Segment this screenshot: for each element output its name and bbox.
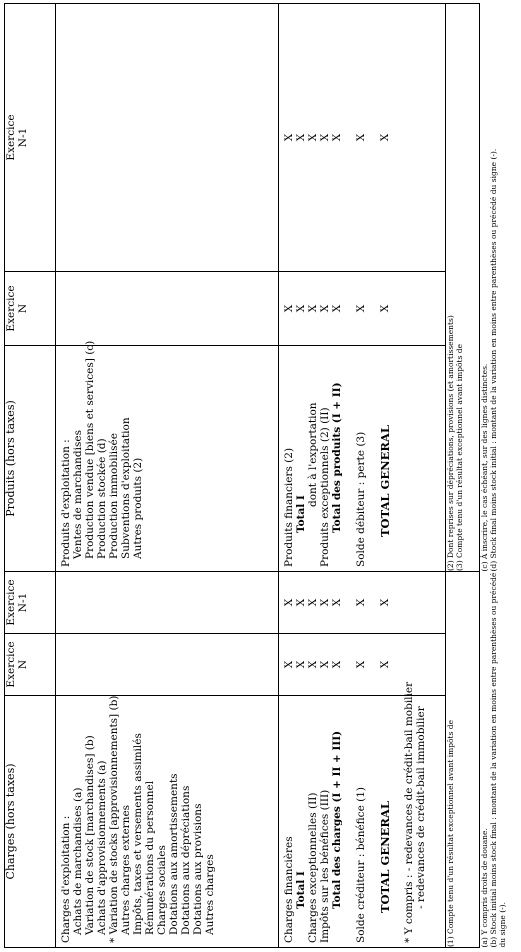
charges-totals-cell [279,681,446,948]
mark-x: X [331,304,344,313]
asterisk: * [108,937,121,943]
mark-x: X [283,598,296,607]
mark-x: X [355,133,368,142]
charges-header: Charges (hors taxes) [5,696,56,948]
charges-total-1: Total I [295,871,308,909]
mark-x: X [319,660,332,669]
totals-row [279,4,446,948]
charge-line: Autres charges [204,854,217,935]
mark-x: X [307,598,320,607]
ex-n-year: N [17,303,29,314]
produit-line: Subventions d'exploitation [120,417,133,559]
income-statement-table [4,3,517,948]
mark-x: X [283,133,296,142]
mark-x: X [295,598,308,607]
mark-x: X [355,660,368,669]
produits-exceptionnels: Produits exceptionnels (2) (II) [319,407,332,567]
mark-x: X [331,133,344,142]
ex-n1-year: N-1 [17,592,29,613]
note-b: (b) Stock initial moins stock final : montant de la variation en moins entre parenthèses ou précédé du signe (-). [488,572,507,948]
ex-n1-label: Exercice [5,114,17,161]
produits-exploitation-title: Produits d'exploitation : [60,439,73,567]
dont-exportation: dont à l'exportation [307,402,320,507]
total-des-charges: Total des charges (I + II + III) [331,730,344,909]
charge-line: Impôts, taxes et versements assimilés [132,733,145,935]
mark-x: X [307,133,320,142]
mark-x: X [379,660,392,669]
charge-line: Achats d'approvisionnements (a) [96,760,109,935]
credit-bail-immobilier: - redevances de crédit-bail immobilier [415,706,428,909]
bottom-notes-row [479,4,517,948]
charges-footnote: (1) Compte tenu d'un résultat exceptionnel avant impôts de [446,572,480,948]
produits-ex-n1-exploitation [56,4,279,272]
charge-line: Dotations aux dépréciations [180,785,193,935]
produit-line: Production stockée (d) [96,438,109,559]
charges-exceptionnelles: Charges exceptionnelles (II) [307,792,320,943]
produits-ex-n-header [5,272,56,346]
charge-line: Dotations aux provisions [192,803,205,935]
total-des-produits: Total des produits (I + II) [331,382,344,533]
credit-bail-mobilier: * Y compris : - redevances de crédit-bail mobilier [403,681,416,943]
exploitation-row [56,4,279,948]
charges-total-general: TOTAL GENERAL [378,801,393,913]
mark-x: X [355,598,368,607]
produit-line: Production immobilisée [108,433,121,559]
charges-financieres: Charges financières [283,836,296,943]
produits-total-1: Total I [295,495,308,533]
ex-n-label: Exercice [5,285,17,332]
charges-ex-n-totals [279,634,446,696]
footnote-2: (2) Dont reprises sur dépréciations, provisions (et amortissements) [446,315,456,571]
mark-x: X [355,304,368,313]
produits-ex-n-totals [279,272,446,346]
produits-ex-n1-totals [279,4,446,272]
mark-x: X [379,133,392,142]
mark-x: X [319,133,332,142]
charge-line: Variation de stocks [approvisionnements] (b) [108,695,121,935]
charge-line-star [108,695,121,943]
impots-benefices: Impôts sur les bénéfices (III) [319,789,332,943]
solde-debiteur: Solde débiteur : perte (3) [355,431,368,567]
charge-line: Rémunérations du personnel [144,780,157,935]
charges-ex-n1-totals [279,572,446,634]
solde-crediteur: Solde créditeur : bénéfice (1) [355,787,368,943]
footnote-3: (3) Compte tenu d'un résultat exceptionnel avant impôts de [455,343,465,571]
mark-x: X [379,304,392,313]
note-a: (a) Y compris droits de douane. [479,828,489,948]
charges-ex-n1-header [5,572,56,634]
produits-ex-n1-header [5,4,56,272]
produit-line: Production vendue [biens et services] (c) [84,340,97,559]
produits-totals-cell [279,346,446,572]
charges-exploitation-cell [56,696,279,948]
produit-line: Ventes de marchandises [72,430,85,559]
produit-line: Autres produits (2) [132,457,145,559]
ex-n1-label: Exercice [5,579,17,626]
mark-x: X [295,133,308,142]
mark-x: X [331,598,344,607]
bottom-notes-left [479,572,517,948]
produits-header: Produits (hors taxes) [5,346,56,572]
mark-x: X [307,304,320,313]
mark-x: X [307,660,320,669]
ex-n-label: Exercice [5,641,17,688]
mark-x: X [295,660,308,669]
mark-x: X [295,304,308,313]
note-c: (c) À inscrire, le cas échéant, sur des lignes distinctes. [479,363,489,572]
charge-line: Autres charges externes [120,804,133,935]
charge-line: Achats de marchandises (a) [72,787,85,935]
charge-line: Charges sociales [156,845,169,935]
footnote-row [446,4,480,948]
charge-line: Dotations aux amortissements [168,773,181,935]
produits-exploitation-cell [56,340,279,572]
produits-footnotes [446,4,480,572]
mark-x: X [319,598,332,607]
header-row [5,4,56,948]
charges-ex-n-exploitation [56,634,279,696]
produits-total-general: TOTAL GENERAL [378,425,393,537]
produits-financiers: Produits financiers (2) [283,447,296,567]
charges-ex-n1-exploitation [56,572,279,634]
mark-x: X [283,304,296,313]
note-d: (d) Stock final moins stock initial : montant de la variation en moins entre parenthèses ou précédé du signe (-). [488,148,498,572]
bottom-notes-right [479,4,517,572]
ex-n-year: N [17,659,29,670]
charges-ex-n-header [5,634,56,696]
mark-x: X [331,660,344,669]
produits-ex-n-exploitation [56,272,279,346]
mark-x: X [319,304,332,313]
ex-n1-year: N-1 [17,127,29,148]
mark-x: X [283,660,296,669]
charges-exploitation-title: Charges d'exploitation : [60,815,73,943]
charge-line: Variation de stock [marchandises] (b) [84,735,97,935]
mark-x: X [379,598,392,607]
